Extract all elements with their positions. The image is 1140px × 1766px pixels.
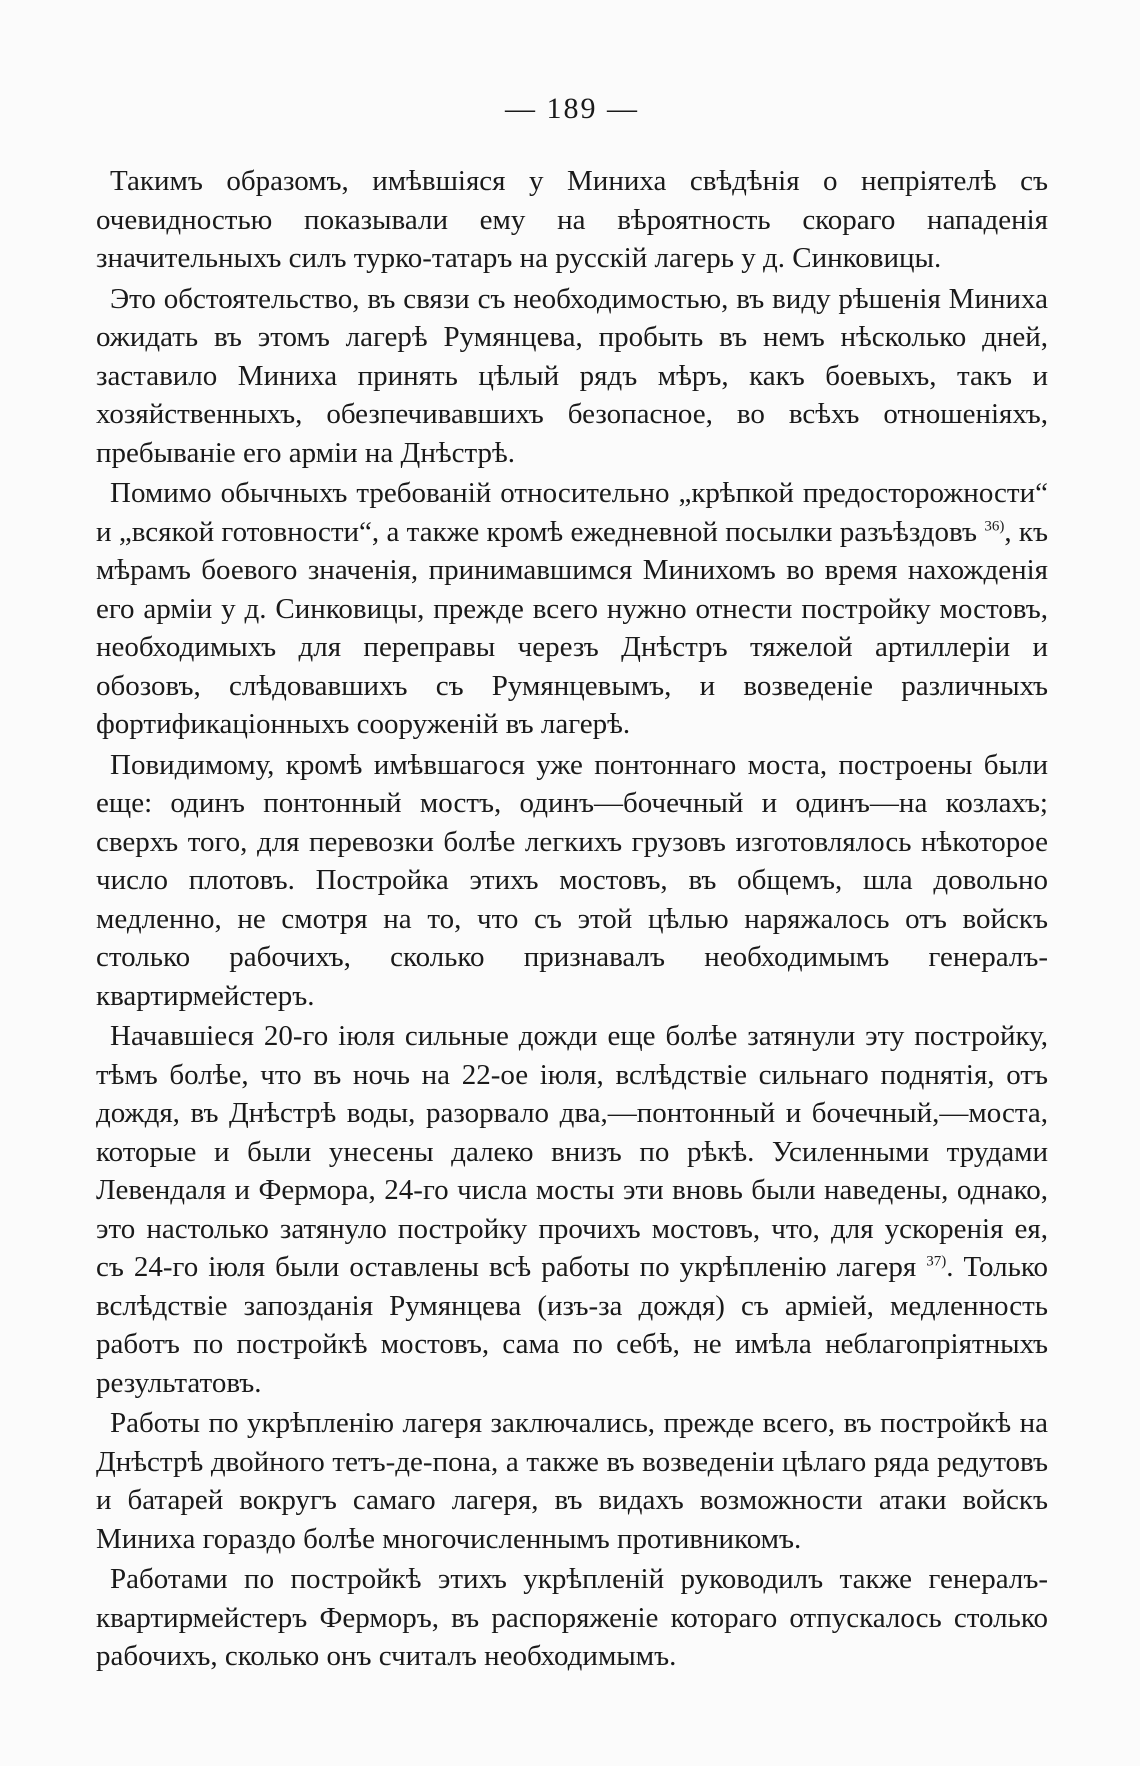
paragraph-1: Такимъ образомъ, имѣвшіяся у Миниха свѣдѣнія о непріятелѣ съ очевидностью показывали ему на вѣроятность скораго нападенія значительныхъ силъ турко-татаръ на русскій лагерь у д. Синковицы. bbox=[96, 165, 1048, 274]
page-number: — 189 — bbox=[505, 92, 639, 125]
paragraph-5 bbox=[96, 1017, 1048, 1402]
paragraph-3-part-1: Помимо обычныхъ требованій относительно „крѣпкой предосторожности“ и „всякой готовности“, а также кромѣ ежедневной посылки разъѣздовъ bbox=[96, 477, 1048, 548]
paragraph-3 bbox=[96, 474, 1048, 744]
paragraph-3-part-2: , къ мѣрамъ боевого значенія, принимавшимся Минихомъ во время нахожденія его арміи у д. Синковицы, прежде всего нужно отнести постройку мостовъ, необходимыхъ для переправы черезъ Днѣстръ тяжелой артиллеріи и обозовъ, слѣдовавшихъ съ Румянцевымъ, и возведеніе различныхъ фортификаціонныхъ сооруженій въ лагерѣ. bbox=[96, 515, 1049, 740]
paragraph-2: Это обстоятельство, въ связи съ необходимостью, въ виду рѣшенія Миниха ожидать въ этомъ лагерѣ Румянцева, пробыть въ немъ нѣсколько дней, заставило Миниха принять цѣлый рядъ мѣръ, какъ боевыхъ, такъ и хозяйственныхъ, обезпечивавшихъ безопасное, во всѣхъ отношеніяхъ, пребываніе его арміи на Днѣстрѣ. bbox=[96, 282, 1048, 469]
document-page bbox=[96, 92, 1048, 1676]
footnote-ref-36: 36) bbox=[984, 517, 1005, 534]
footnote-ref-37: 37) bbox=[926, 1253, 947, 1270]
paragraph-4: Повидимому, кромѣ имѣвшагося уже понтоннаго моста, построены были еще: одинъ понтонный мостъ, одинъ—бочечный и одинъ—на козлахъ; сверхъ того, для перевозки болѣе легкихъ грузовъ изготовлялось нѣкоторое число плотовъ. Постройка этихъ мостовъ, въ общемъ, шла довольно медленно, не смотря на то, что съ этой цѣлью наряжалось отъ войскъ столько рабочихъ, сколько признавалъ необходимымъ генералъ-квартирмейстеръ. bbox=[96, 748, 1048, 1012]
paragraph-7: Работами по постройкѣ этихъ укрѣпленій руководилъ также генералъ-квартирмейстеръ Ферморъ, въ распоряженіе котораго отпускалось столько рабочихъ, сколько онъ считалъ необходимымъ. bbox=[96, 1563, 1048, 1672]
paragraph-5-part-2: . Только вслѣдствіе запозданія Румянцева (изъ-за дождя) съ арміей, медленность работъ по постройкѣ мостовъ, сама по себѣ, не имѣла неблагопріятныхъ результатовъ. bbox=[96, 1251, 1048, 1399]
paragraph-6: Работы по укрѣпленію лагеря заключались, прежде всего, въ постройкѣ на Днѣстрѣ двойного тетъ-де-пона, а также въ возведеніи цѣлаго ряда редутовъ и батарей вокругъ самаго лагеря, въ видахъ возможности атаки войскъ Миниха гораздо болѣе многочисленнымъ противникомъ. bbox=[96, 1407, 1048, 1555]
paragraph-5-part-1: Начавшіеся 20-го іюля сильные дожди еще болѣе затянули эту постройку, тѣмъ болѣе, что въ ночь на 22-ое іюля, вслѣдствіе сильнаго поднятія, отъ дождя, въ Днѣстрѣ воды, разорвало два,—понтонный и бочечный,—моста, которые и были унесены далеко внизъ по рѣкѣ. Усиленными трудами Левендаля и Фермора, 24-го числа мосты эти вновь были наведены, однако, это настолько затянуло постройку прочихъ мостовъ, что, для ускоренія ея, съ 24-го іюля были оставлены всѣ работы по укрѣпленію лагеря bbox=[96, 1020, 1048, 1283]
body-text bbox=[96, 162, 1048, 1676]
